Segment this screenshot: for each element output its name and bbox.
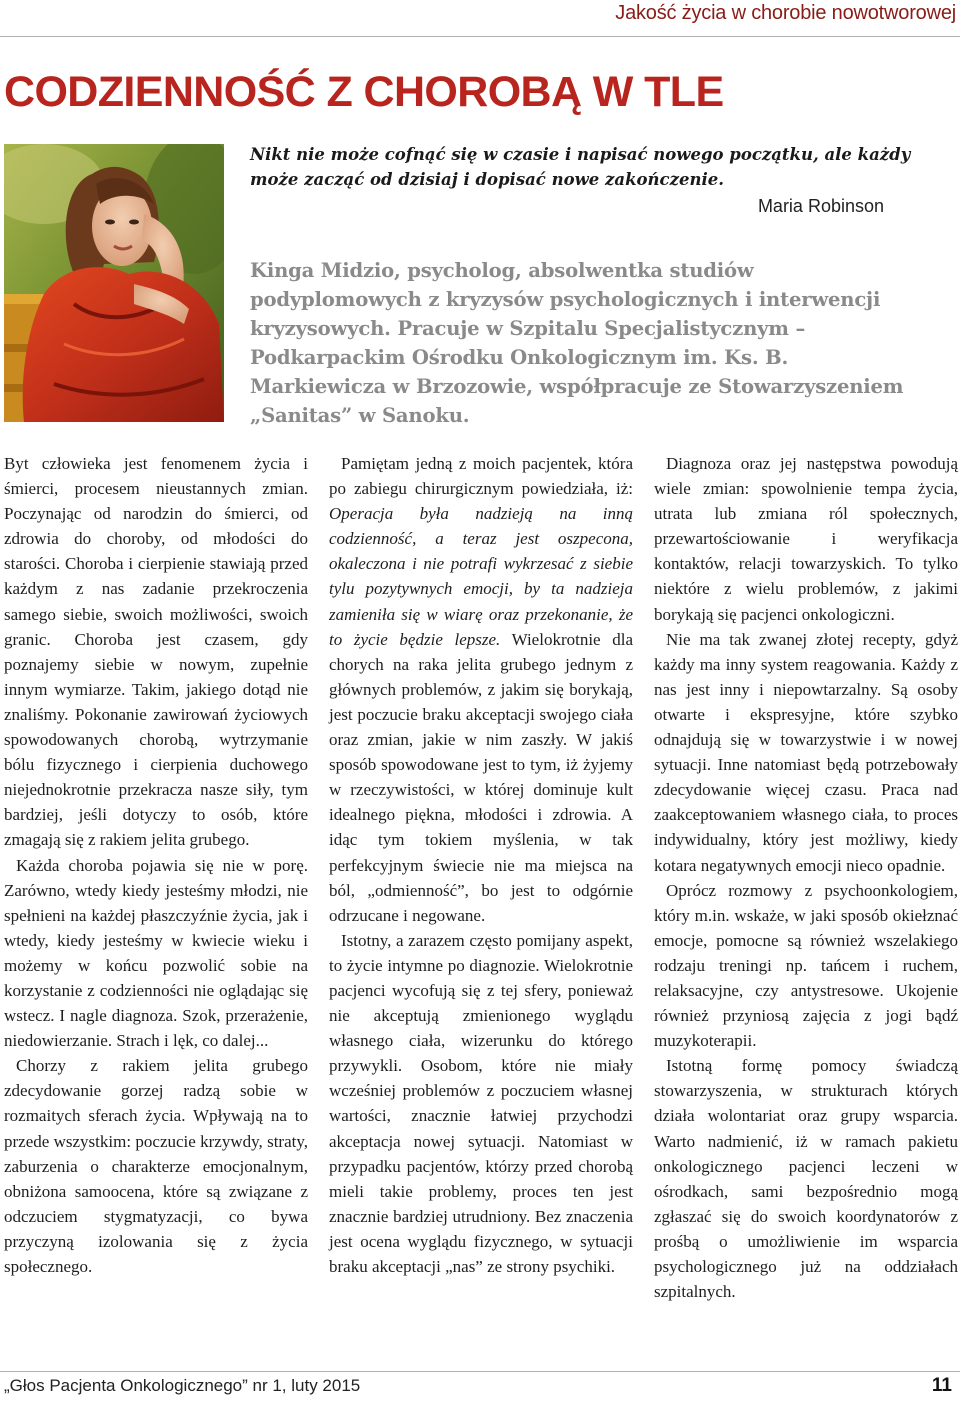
article-column-2 (329, 451, 633, 1279)
page-number: 11 (931, 1375, 952, 1396)
article-column-3 (654, 451, 958, 1304)
paragraph: Diagnoza oraz jej następstwa powodują wiele zmian: spowolnienie tempa życia, utrata lub zmiana ról społecznych, przewartościowanie i weryfikacja kontaktów, relacji towarzyskich. To tylko niektóre z wielu problemów, z jakimi borykają się pacjenci onkologiczni. (654, 454, 958, 624)
paragraph: Istotną formę pomocy świadczą stowarzyszenia, w strukturach których działa wolontariat oraz grupy wsparcia. Warto nadmienić, iż w ramach pakietu onkologicznego pacjenci leczeni w ośrodkach, sami bezpośrednio mogą zgłaszać się do swoich koordynatorów z prośbą o umożliwienie im wsparcia psychologicznego już na oddziałach szpitalnych. (654, 1056, 958, 1302)
paragraph: Każda choroba pojawia się nie w porę. Zarówno, wtedy kiedy jesteśmy młodzi, nie spełnieni na każdej płaszczyźnie życia, jak i wtedy, kiedy jesteśmy w kwiecie wieku i możemy w końcu pozwolić sobie na korzystanie z codzienności nie oglądając się wstecz. I nagle diagnoza. Szok, przerażenie, niedowierzanie. Strach i lęk, co dalej... (4, 855, 308, 1051)
opening-quote: Nikt nie może cofnąć się w czasie i napisać nowego początku, ale każdy może zacząć od dzisiaj i dopisać nowe zakończenie. (250, 145, 911, 189)
running-head: Jakość życia w chorobie nowotworowej (615, 2, 956, 24)
footer-rule (0, 1371, 960, 1372)
paragraph-text: Wielokrotnie dla chorych na raka jelita grubego jednym z głównych problemów, z jakim się borykają, jest poczucie braku akceptacji swojego ciała oraz zmian, jakie w nim zaszły. W jakiś sposób spowodowane jest to tym, iż żyjemy w rzeczywistości, w której dominuje kult idealnego piękna, młodości i zdrowia. A idąc tym tokiem myślenia, w tak perfekcyjnym świecie nie ma miejsca na ból, „odmienność”, bo jest to odgórnie odrzucane i negowane. (329, 629, 633, 925)
footer-publication: „Głos Pacjenta Onkologicznego” nr 1, luty 2015 (4, 1376, 361, 1395)
paragraph: Chorzy z rakiem jelita grubego zdecydowanie gorzej radzą sobie w rozmaitych sferach życia. Wpływają na to przede wszystkim: poczucie krzywdy, straty, zaburzenia o charakterze emocjonalnym, obniżona samoocena, które są związane z odczuciem stygmatyzacji, co bywa przyczyną izolowania się z życia społecznego. (4, 1056, 308, 1276)
paragraph: Oprócz rozmowy z psychoonkologiem, który m.in. wskaże, w jaki sposób okiełznać emocje, pomocne są również wszelakiego rodzaju treningi np. tańcem i ruchem, relaksacyjne, czy antystresowe. Ukojenie również przyniosą zajęcia z jogi bądź muzykoterapii. (654, 880, 958, 1051)
paragraph (329, 451, 633, 928)
paragraph: Nie ma tak zwanej złotej recepty, gdyż każdy ma inny system reagowania. Każdy z nas jest inny i niepowtarzalny. Są osoby otwarte i ekspresyjne, które szybko odnajdują się w towarzystwie i w nowej sytuacji. Inne natomiast będą potrzebowały zdecydowanie więcej czasu. Praca nad zaakceptowaniem własnego ciała, to proces indywidualny, który jest możliwy, kiedy kotara negatywnych emocji nieco opadnie. (654, 629, 958, 875)
article-title: CODZIENNOŚĆ Z CHOROBĄ W TLE (4, 68, 724, 116)
quote-author: Maria Robinson (757, 196, 884, 216)
paragraph: Istotny, a zarazem często pomijany aspekt, to życie intymne po diagnozie. Wielokrotnie pacjenci wycofują się z tej sfery, ponieważ nie akceptują zmienionego wyglądu własnego ciała, wizerunku do którego przywykli. Osobom, które nie miały wcześniej problemów z poczuciem własnej wartości, znacznie łatwiej przychodzi akceptacja nowej sytuacji. Natomiast w przypadku pacjentów, którzy przed chorobą mieli takie problemy, proces ten jest znacznie bardziej utrudniony. Bez znaczenia jest ocena wyglądu fizycznego, w sytuacji braku akceptacji „nas” ze strony psychiki. (329, 930, 633, 1276)
article-body (4, 451, 958, 1341)
article-column-1 (4, 451, 308, 1279)
paragraph: Byt człowieka jest fenomenem życia i śmierci, procesem nieustannych zmian. Poczynając od narodzin do śmierci, od zdrowia do choroby, od młodości do starości. Choroba i cierpienie stawiają przed każdym z nas zadanie przekroczenia samego siebie, swoich możliwości, swoich granic. Choroba jest czasem, gdy poznajemy siebie w nowym, zupełnie innym wymiarze. Takim, jakiego dotąd nie znaliśmy. Pokonanie zawirowań życiowych spowodowanych chorobą, wytrzymanie bólu fizycznego i cierpienia duchowego niejednokrotnie przekracza nasze siły, tym bardziej, jeśli dotyczy to osób, które zmagają się z rakiem jelita grubego. (4, 454, 308, 850)
patient-quote: Operacja była nadzieją na inną codzienność, a teraz jest oszpecona, okaleczona i nie potrafi wykrzesać z siebie tylu pozytywnych emocji, by ta nadzieja zamieniła się w wiarę oraz przekonanie, że to życie będzie lepsze. (329, 504, 633, 649)
header-rule (0, 36, 960, 37)
author-bio: Kinga Midzio, psycholog, absolwentka studiów podyplomowych z kryzysów psychologicznych i interwencji kryzysowych. Pracuje w Szpitalu Specjalistycznym – Podkarpackim Ośrodku Onkologicznym im. Ks. B. Markiewicza w Brzozowie, współpracuje ze Stowarzyszeniem „Sanitas” w Sanoku. (250, 259, 904, 427)
author-photo (4, 144, 224, 422)
paragraph-text: Pamiętam jedną z moich pacjentek, która po zabiegu chirurgicznym powiedziała, iż: (329, 454, 633, 499)
